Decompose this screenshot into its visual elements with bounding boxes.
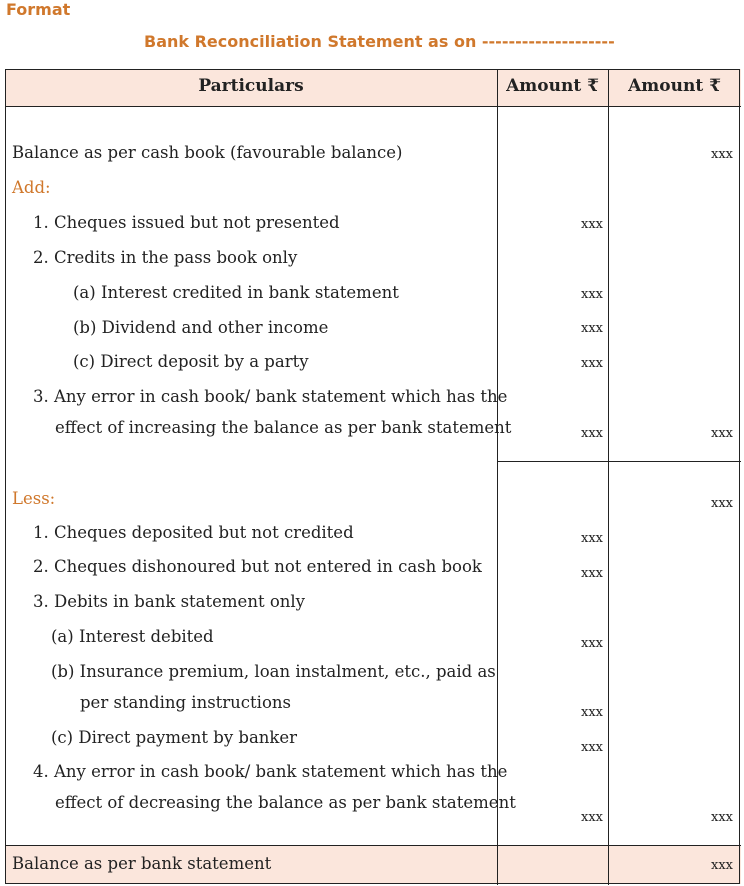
less-label: Less: [12,489,56,508]
less-item-3b-amount: xxx [581,705,603,720]
closing-balance-amount: xxx [711,858,733,873]
less-amount: xxx [711,496,733,511]
less-item-2-amount: xxx [581,566,603,581]
add-item-1-amount: xxx [581,217,603,232]
header-divider [5,106,741,107]
less-item-4-amount-2: xxx [711,810,733,825]
add-item-2b: (b) Dividend and other income [73,318,329,337]
opening-balance-amount: xxx [711,147,733,162]
less-item-3c-amount: xxx [581,740,603,755]
closing-balance-label: Balance as per bank statement [12,854,272,873]
add-item-2b-amount: xxx [581,321,603,336]
add-item-2a-amount: xxx [581,287,603,302]
less-item-3a-amount: xxx [581,636,603,651]
less-item-4-line2: effect of decreasing the balance as per bank statement [55,793,516,812]
opening-balance-label: Balance as per cash book (favourable balance) [12,143,403,162]
less-item-1: 1. Cheques deposited but not credited [33,523,354,542]
add-item-2c-amount: xxx [581,356,603,371]
add-item-3-line1: 3. Any error in cash book/ bank statement which has the [33,387,508,406]
section-divider [497,461,741,462]
format-label: Format [6,0,71,19]
less-item-3c: (c) Direct payment by banker [51,728,298,747]
less-item-3a: (a) Interest debited [51,627,214,646]
statement-title: Bank Reconciliation Statement as on -------------------- [144,32,615,51]
less-item-4-line1: 4. Any error in cash book/ bank statement which has the [33,762,508,781]
header-amount-1: Amount ₹ [506,76,599,96]
add-item-3-amount-2: xxx [711,426,733,441]
add-label: Add: [12,178,51,197]
footer-divider [5,845,741,846]
less-item-3b-line1: (b) Insurance premium, loan instalment, etc., paid as [51,662,496,681]
add-item-2: 2. Credits in the pass book only [33,248,298,267]
add-item-3-amount-1: xxx [581,426,603,441]
add-item-3-line2: effect of increasing the balance as per bank statement [55,418,512,437]
column-divider-2 [608,69,609,885]
less-item-4-amount-1: xxx [581,810,603,825]
header-amount-2: Amount ₹ [628,76,721,96]
less-item-1-amount: xxx [581,531,603,546]
less-item-3: 3. Debits in bank statement only [33,592,305,611]
add-item-2c: (c) Direct deposit by a party [73,352,309,371]
add-item-1: 1. Cheques issued but not presented [33,213,340,232]
header-particulars: Particulars [198,76,304,96]
less-item-3b-line2: per standing instructions [80,693,291,712]
add-item-2a: (a) Interest credited in bank statement [73,283,399,302]
reconciliation-table [5,69,741,885]
less-item-2: 2. Cheques dishonoured but not entered in cash book [33,557,482,576]
